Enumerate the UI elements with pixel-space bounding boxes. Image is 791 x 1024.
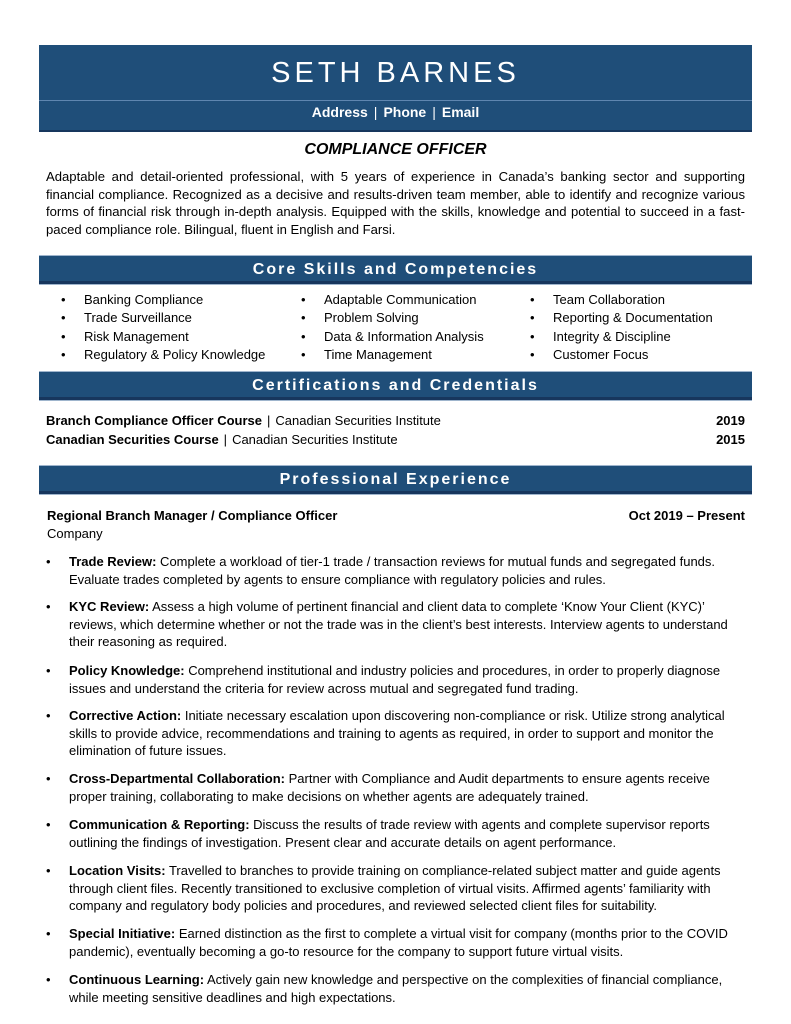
bullet-lead: Continuous Learning: xyxy=(69,972,205,987)
skill-label: Trade Surveillance xyxy=(84,310,192,326)
bullet-text xyxy=(69,770,745,805)
bullet-body: Assess a high volume of pertinent financial and client data to complete ‘Know Your Client (KYC)’ reviews, which determine whether or not the trade was in the client’s best interests. Interview agents to understand their reasoning as required. xyxy=(69,599,728,650)
contact-line xyxy=(39,104,752,120)
bullet-lead: Special Initiative: xyxy=(69,926,176,941)
bullet-icon: • xyxy=(46,771,51,786)
header-divider xyxy=(39,100,752,101)
bullet-lead: Trade Review: xyxy=(69,554,157,569)
bullet-icon: • xyxy=(530,328,535,344)
skill-item xyxy=(61,346,265,364)
bullet-icon: • xyxy=(61,347,66,363)
bullet-lead: Location Visits: xyxy=(69,863,166,878)
bullet-body: Complete a workload of tier-1 trade / transaction reviews for mutual funds and segregated funds. Evaluate trades completed by agents to ensure compliance with regulatory policies and rules. xyxy=(69,554,716,587)
skill-label: Data & Information Analysis xyxy=(324,328,484,344)
contact-separator: | xyxy=(373,104,378,120)
bullet-icon: • xyxy=(46,599,51,614)
bullet-icon: • xyxy=(46,863,51,878)
candidate-name: SETH BARNES xyxy=(271,57,520,89)
bullet-body: Actively gain new knowledge and perspective on the complexities of financial compliance, while meeting sensitive deadlines and high expectations. xyxy=(69,972,723,1005)
skills-column-1 xyxy=(61,291,265,365)
contact-separator: | xyxy=(432,104,436,120)
bullet-icon: • xyxy=(301,347,306,363)
bullet-body: Travelled to branches to provide training on compliance-related subject matter and guide agents through client files. Recently transitioned to exclusive completion of virtual visits. Affirmed agents’ familiarity with company and regulatory body policies and procedures, and reviewed selected client files for suitability. xyxy=(69,863,721,914)
skill-label: Banking Compliance xyxy=(84,292,204,307)
skills-column-3 xyxy=(530,291,713,365)
certification-year: 2019 xyxy=(716,413,745,428)
skill-item xyxy=(301,309,484,327)
skill-label: Team Collaboration xyxy=(553,292,666,307)
resume-header xyxy=(39,45,752,132)
bullet-icon: • xyxy=(46,554,51,569)
certification-institute: Canadian Securities Institute xyxy=(232,432,398,447)
profile-summary: Adaptable and detail-oriented professional, with 5 years of experience in Canada’s banking sector and supporting financial compliance. Recognized as a decisive and results-driven team member, able to identify and recognize various forms of financial risk through in-depth analysis. Equipped with the skills, knowledge and potential to succeed in a fast-paced compliance role. Bilingual, fluent in English and Farsi. xyxy=(46,169,745,237)
skill-label: Regulatory & Policy Knowledge xyxy=(84,347,266,363)
bullet-text xyxy=(69,598,745,651)
bullet-icon: • xyxy=(301,328,306,344)
certification-course: Canadian Securities Course xyxy=(46,432,219,447)
skill-label: Reporting & Documentation xyxy=(553,310,713,326)
job-title: COMPLIANCE OFFICER xyxy=(304,141,487,158)
bullet-icon: • xyxy=(61,292,66,307)
bullet-text xyxy=(69,553,745,588)
bullet-lead: Policy Knowledge: xyxy=(69,663,185,678)
bullet-body: Comprehend institutional and industry policies and procedures, in order to properly diagnose issues and understand the criteria for review across mutual and segregated fund trading. xyxy=(69,663,721,696)
bullet-icon: • xyxy=(46,663,51,678)
certification-separator: | xyxy=(223,432,228,447)
certification-year: 2015 xyxy=(716,432,745,447)
job-role: Regional Branch Manager / Compliance Officer xyxy=(47,508,338,523)
skill-item xyxy=(301,328,484,346)
contact-phone: Phone xyxy=(383,104,427,120)
bullet-body: Partner with Compliance and Audit departments to ensure agents receive proper training, collaborating to make decisions on whether agents are adequately trained. xyxy=(69,771,710,804)
experience-section-title: Professional Experience xyxy=(279,471,512,488)
bullet-icon: • xyxy=(46,972,51,987)
skill-item xyxy=(530,291,713,309)
bullet-lead: Cross-Departmental Collaboration: xyxy=(69,771,285,786)
bullet-text xyxy=(69,816,745,851)
bullet-icon: • xyxy=(301,292,306,307)
skill-item xyxy=(530,309,713,327)
bullet-icon: • xyxy=(46,708,51,723)
bullet-lead: Corrective Action: xyxy=(69,708,182,723)
bullet-icon: • xyxy=(61,310,66,326)
bullet-icon: • xyxy=(46,817,51,832)
bullet-text xyxy=(69,662,745,697)
skill-label: Adaptable Communication xyxy=(324,292,477,307)
bullet-body: Earned distinction as the first to complete a virtual visit for company (months prior to the COVID pandemic), eventually becoming a go-to resource for the company to support future virtual visits. xyxy=(69,926,728,959)
bullet-lead: Communication & Reporting: xyxy=(69,817,250,832)
job-dates: Oct 2019 – Present xyxy=(628,508,745,523)
bullet-text xyxy=(69,925,745,960)
certification-row xyxy=(46,412,745,430)
certifications-section-title: Certifications and Credentials xyxy=(252,377,539,394)
skill-item xyxy=(301,291,484,309)
certifications-section-header xyxy=(39,371,752,401)
skill-item xyxy=(530,346,713,364)
bullet-icon: • xyxy=(301,310,306,326)
bullet-lead: KYC Review: xyxy=(69,599,150,614)
skill-item xyxy=(301,346,484,364)
skill-item xyxy=(61,328,265,346)
skills-section-header xyxy=(39,255,752,285)
skill-label: Integrity & Discipline xyxy=(553,328,671,344)
skill-item xyxy=(61,291,265,309)
certification-course: Branch Compliance Officer Course xyxy=(46,413,262,428)
skills-section-title: Core Skills and Competencies xyxy=(252,261,539,278)
certification-institute: Canadian Securities Institute xyxy=(275,413,441,428)
experience-section-header xyxy=(39,465,752,495)
bullet-text xyxy=(69,707,745,760)
experience-heading xyxy=(47,507,745,543)
skill-item xyxy=(61,309,265,327)
skill-label: Risk Management xyxy=(84,328,189,344)
skill-label: Customer Focus xyxy=(553,347,649,363)
bullet-icon: • xyxy=(61,328,66,344)
company-name: Company xyxy=(47,526,103,541)
bullet-icon: • xyxy=(46,926,51,941)
bullet-body: Discuss the results of trade review with agents and complete supervisor reports outlining the findings of investigation. Present clear and accurate details on agent performance. xyxy=(69,817,710,850)
contact-address: Address xyxy=(311,104,368,120)
skill-label: Problem Solving xyxy=(324,310,419,326)
bullet-icon: • xyxy=(530,347,535,363)
bullet-icon: • xyxy=(530,292,535,307)
bullet-icon: • xyxy=(530,310,535,326)
skill-label: Time Management xyxy=(324,347,432,363)
skills-column-2 xyxy=(301,291,484,365)
bullet-body: Initiate necessary escalation upon discovering non-compliance or risk. Utilize strong analytical skills to provide advice, recommendations and training to agents as required, in order to support and monitor the elimination of future issues. xyxy=(69,708,725,759)
bullet-text xyxy=(69,971,745,1006)
contact-email: Email xyxy=(441,104,480,120)
certification-separator: | xyxy=(267,413,271,428)
skill-item xyxy=(530,328,713,346)
bullet-text xyxy=(69,862,745,915)
certification-row xyxy=(46,431,745,449)
